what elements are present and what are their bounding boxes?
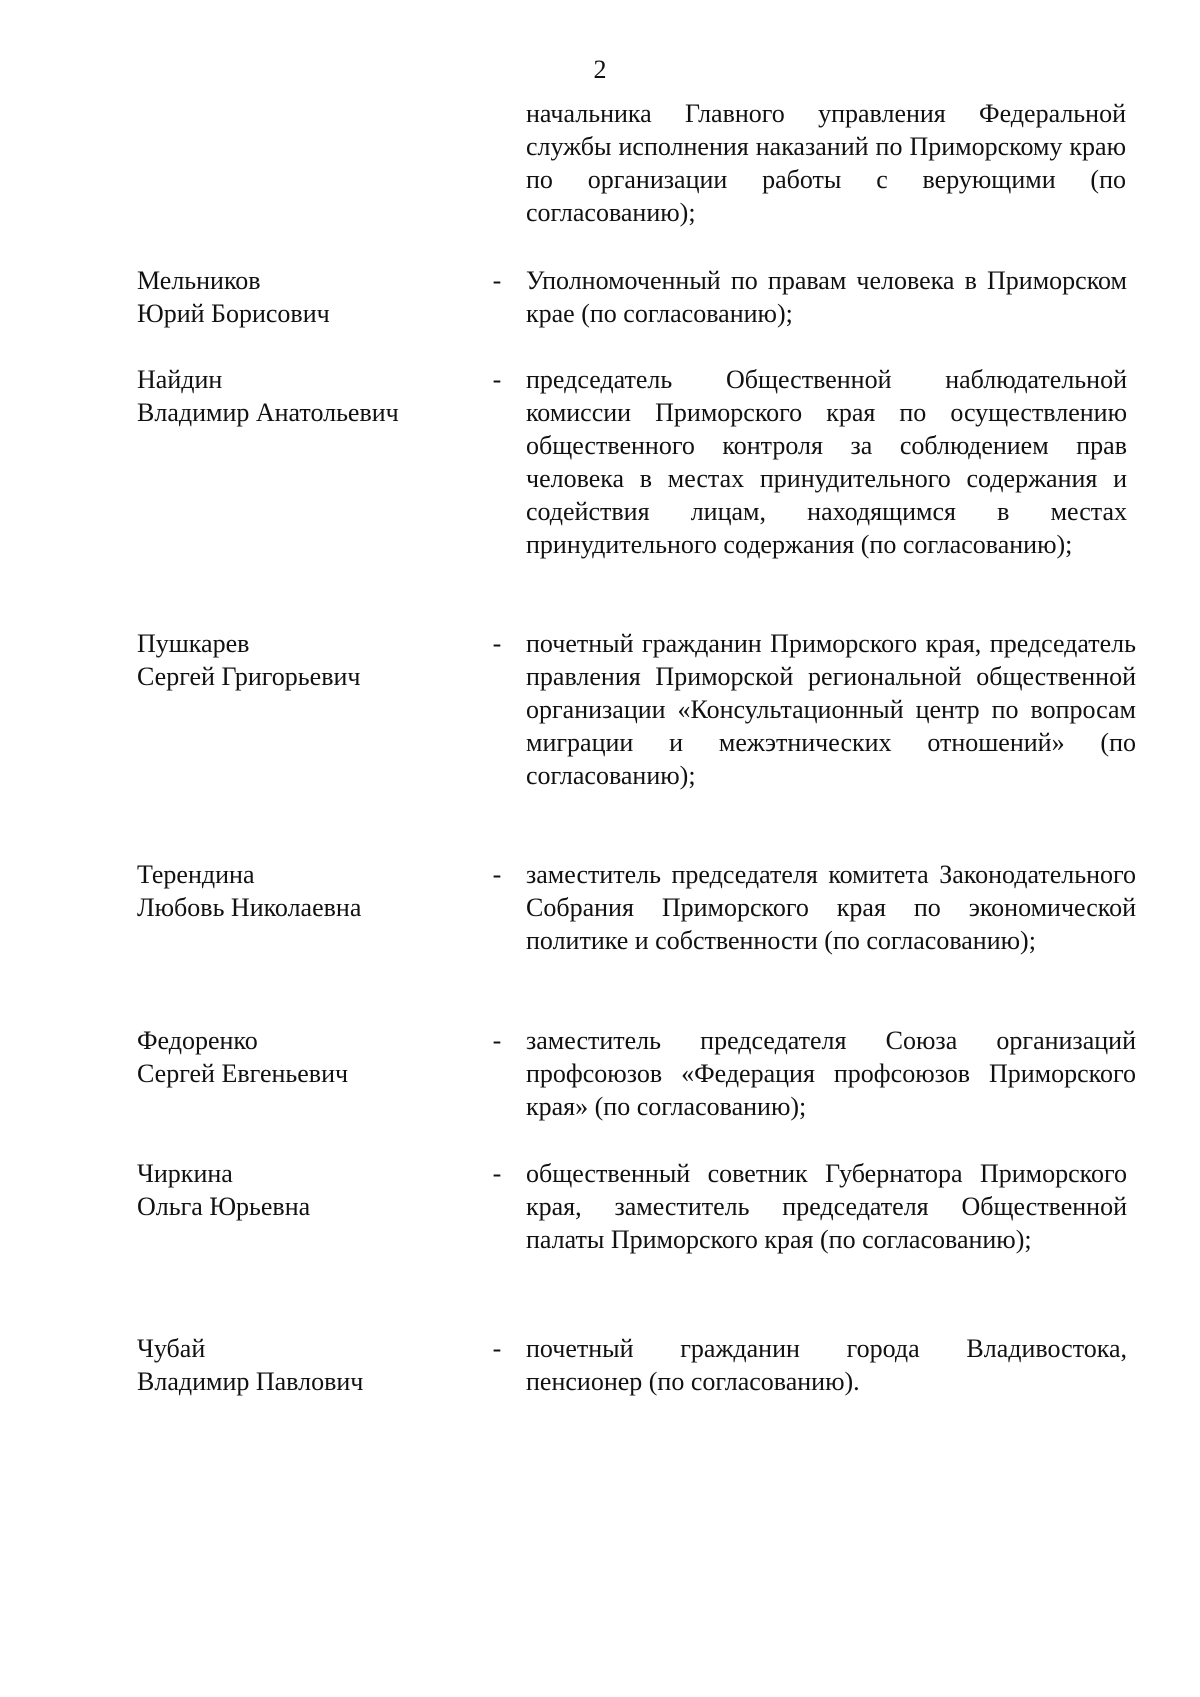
member-surname: Мельников xyxy=(137,266,261,295)
member-name xyxy=(137,1332,467,1398)
member-description: почетный гражданин Приморского края, председатель правления Приморской региональной общественной организации «Консультационный центр по вопросам миграции и межэтнических отношений» (по согласованию); xyxy=(526,629,1136,790)
member-name xyxy=(137,858,467,924)
member-description: заместитель председателя комитета Законодательного Собрания Приморского края по экономической политике и собственности (по согласованию); xyxy=(526,860,1136,955)
member-surname: Чиркина xyxy=(137,1159,233,1188)
member-given-names: Сергей Григорьевич xyxy=(137,662,361,691)
member-name xyxy=(137,627,467,693)
member-name xyxy=(137,1157,467,1223)
member-description: председатель Общественной наблюдательной комиссии Приморского края по осуществлению общественного контроля за соблюдением прав человека в местах принудительного содержания и содействия лицам, находящимся в местах принудительного содержания (по согласованию); xyxy=(526,365,1127,559)
member-given-names: Любовь Николаевна xyxy=(137,893,362,922)
page-number: 2 xyxy=(593,55,607,84)
separator-dash: - xyxy=(492,1026,502,1055)
separator-dash: - xyxy=(492,365,502,394)
separator-dash: - xyxy=(492,266,502,295)
separator-dash: - xyxy=(492,1159,502,1188)
member-description: общественный советник Губернатора Приморского края, заместитель председателя Общественной палаты Приморского края (по согласованию); xyxy=(526,1159,1127,1254)
member-given-names: Юрий Борисович xyxy=(137,299,330,328)
separator-dash: - xyxy=(492,629,502,658)
member-surname: Пушкарев xyxy=(137,629,250,658)
member-name xyxy=(137,264,467,330)
member-given-names: Владимир Павлович xyxy=(137,1367,364,1396)
member-description: заместитель председателя Союза организаций профсоюзов «Федерация профсоюзов Приморского края» (по согласованию); xyxy=(526,1026,1136,1121)
member-surname: Найдин xyxy=(137,365,223,394)
member-surname: Федоренко xyxy=(137,1026,258,1055)
member-given-names: Владимир Анатольевич xyxy=(137,398,399,427)
member-name xyxy=(137,1024,467,1090)
member-surname: Терендина xyxy=(137,860,255,889)
member-surname: Чубай xyxy=(137,1334,206,1363)
member-description: Уполномоченный по правам человека в Приморском крае (по согласованию); xyxy=(526,266,1127,328)
member-name xyxy=(137,363,467,429)
member-given-names: Сергей Евгеньевич xyxy=(137,1059,349,1088)
separator-dash: - xyxy=(492,860,502,889)
continued-description: начальника Главного управления Федеральной службы исполнения наказаний по Приморскому краю по организации работы с верующими (по согласованию); xyxy=(526,99,1126,227)
separator-dash: - xyxy=(492,1334,502,1363)
member-description: почетный гражданин города Владивостока, пенсионер (по согласованию). xyxy=(526,1334,1127,1396)
member-given-names: Ольга Юрьевна xyxy=(137,1192,311,1221)
